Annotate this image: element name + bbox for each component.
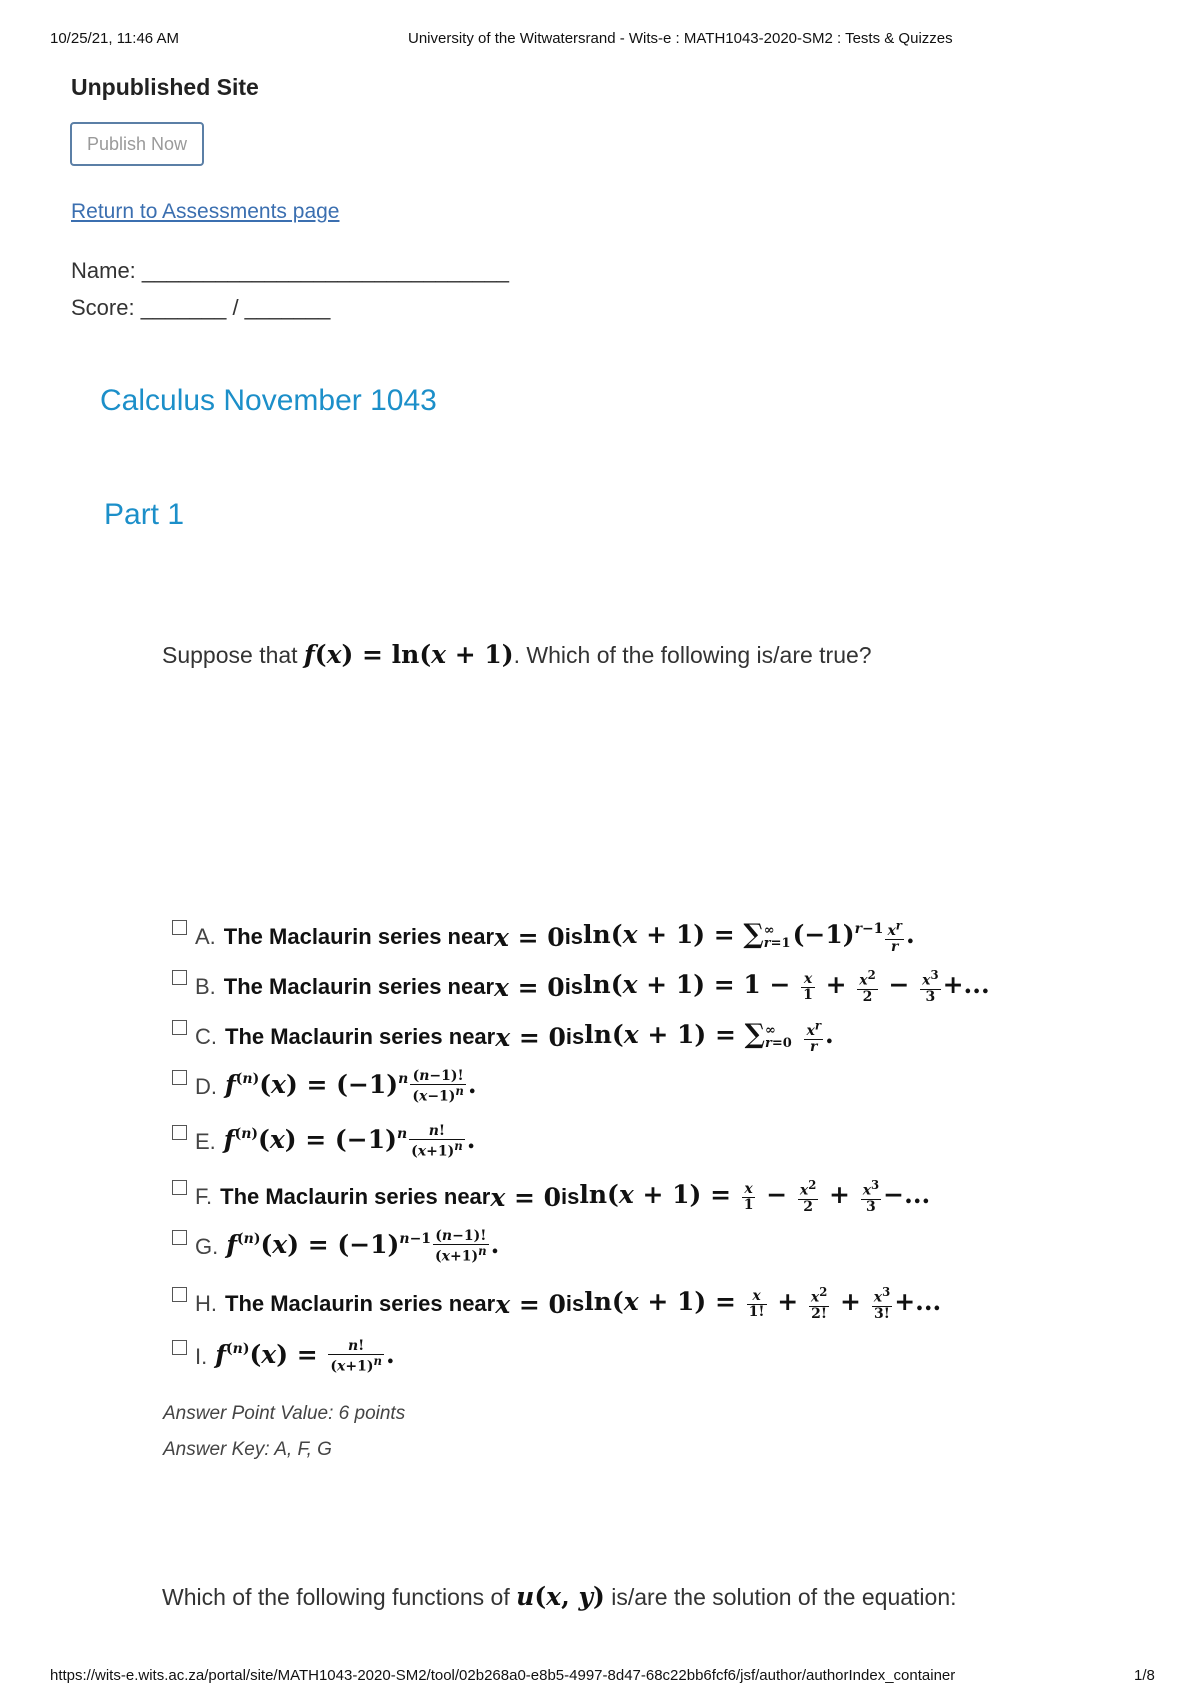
question-1-prompt: Suppose that f(x) = ln(x + 1). Which of the following is/are true? bbox=[162, 640, 872, 669]
score-line: Score: _______ / _______ bbox=[71, 295, 331, 320]
option-c[interactable]: C. The Maclaurin series near x = 0 is ln(x + 1) = ∑ ∞ r=0 $\frac{x^r}{r}$ . bbox=[172, 1015, 834, 1059]
assessment-title: Calculus November 1043 bbox=[100, 384, 437, 417]
option-g-letter: G. bbox=[195, 1234, 219, 1259]
answer-key: Answer Key: A, F, G bbox=[163, 1439, 332, 1460]
option-h-checkbox[interactable] bbox=[172, 1287, 187, 1302]
option-c-expression: ln(x + 1) = ∑ ∞ r=0 $\frac{x^r}{r}$ . bbox=[584, 1018, 834, 1055]
q1-prompt-math: f bbox=[303, 640, 315, 669]
option-d-expression: $f^{(n)}(x) = (-1)^n$ $\frac{(n-1)!}{(x-1)^n}$ . bbox=[225, 1068, 477, 1105]
question-2-prompt: Which of the following functions of u(x, y) is/are the solution of the equation: bbox=[162, 1582, 957, 1611]
q2-prompt-before: Which of the following functions of bbox=[162, 1584, 517, 1610]
option-g-expression: $f^{(n)}(x) = (-1)^{n-1}$ $\frac{(n-1)!}{(x+1)^n}$ . bbox=[226, 1228, 500, 1265]
option-f-checkbox[interactable] bbox=[172, 1180, 187, 1195]
option-i-checkbox[interactable] bbox=[172, 1340, 187, 1355]
option-f-expression: ln(x + 1) = $\frac{x}{1}$ − $\frac{x^2}{2}$ + $\frac{x^3}{3}$ −... bbox=[579, 1178, 931, 1215]
option-b-math: x = 0 bbox=[494, 972, 565, 1002]
print-title: University of the Witwatersrand - Wits-e : MATH1043-2020-SM2 : Tests & Quizzes bbox=[408, 30, 953, 47]
option-g-checkbox[interactable] bbox=[172, 1230, 187, 1245]
q1-prompt-after: . Which of the following is/are true? bbox=[513, 642, 872, 668]
option-c-text: The Maclaurin series near bbox=[225, 1024, 496, 1049]
print-date: 10/25/21, 11:46 AM bbox=[50, 30, 179, 47]
option-d-letter: D. bbox=[195, 1074, 217, 1099]
option-e-expression: $f^{(n)}(x) = (-1)^n$ $\frac{n!}{(x+1)^n}$ . bbox=[223, 1123, 476, 1160]
print-url: https://wits-e.wits.ac.za/portal/site/MATH1043-2020-SM2/tool/02b268a0-e8b5-4997-8d47-68c22bb6fcf6/jsf/author/authorIndex_container bbox=[50, 1667, 956, 1684]
q2-prompt-after: is/are the solution of the equation: bbox=[604, 1584, 957, 1610]
q2-prompt-math: u bbox=[516, 1582, 535, 1611]
option-c-checkbox[interactable] bbox=[172, 1020, 187, 1035]
option-h-letter: H. bbox=[195, 1291, 217, 1316]
option-b-checkbox[interactable] bbox=[172, 970, 187, 985]
option-b-letter: B. bbox=[195, 974, 216, 999]
option-i-letter: I. bbox=[195, 1344, 208, 1369]
option-h-math: x = 0 bbox=[495, 1289, 566, 1319]
option-a-text: The Maclaurin series near bbox=[223, 924, 495, 949]
option-e[interactable] bbox=[172, 1120, 475, 1164]
option-c-letter: C. bbox=[195, 1024, 217, 1049]
option-c-math: x = 0 bbox=[495, 1022, 566, 1052]
option-h-text: The Maclaurin series near bbox=[225, 1291, 496, 1316]
page-number: 1/8 bbox=[1134, 1667, 1155, 1684]
option-h[interactable]: H. The Maclaurin series near x = 0 is ln(x + 1) = $\frac{x}{1!}$ + $\frac{x^2}{2!}$ + $\frac{x^3}{3!}$ +... bbox=[172, 1282, 941, 1326]
option-a-expression: ln(x + 1) = ∑ ∞ r=1 $(-1)^{r-1}$ $\frac{x^r}{r}$ . bbox=[583, 918, 915, 955]
option-f-text: The Maclaurin series near bbox=[220, 1184, 491, 1209]
option-a-letter: A. bbox=[195, 924, 216, 949]
option-a[interactable]: A. The Maclaurin series near x = 0 is ln(x + 1) = ∑ ∞ r=1 $(-1)^{r-1}$ $\frac{x^r}{r}$ . bbox=[172, 915, 915, 959]
option-a-checkbox[interactable] bbox=[172, 920, 187, 935]
answer-point-value: Answer Point Value: 6 points bbox=[163, 1403, 406, 1424]
option-d-checkbox[interactable] bbox=[172, 1070, 187, 1085]
q1-prompt-before: Suppose that bbox=[162, 642, 304, 668]
option-b-expression: ln(x + 1) = 1 − $\frac{x}{1}$ + $\frac{x^2}{2}$ − $\frac{x^3}{3}$ +... bbox=[583, 968, 990, 1005]
publish-now-button[interactable]: Publish Now bbox=[70, 122, 204, 166]
option-e-letter: E. bbox=[195, 1129, 216, 1154]
option-b-text: The Maclaurin series near bbox=[223, 974, 495, 999]
option-i-expression: $f^{(n)}(x)$ = $\frac{n!}{(x+1)^n}$ . bbox=[215, 1338, 395, 1375]
option-b[interactable]: B. The Maclaurin series near x = 0 is ln(x + 1) = 1 − $\frac{x}{1}$ + $\frac{x^2}{2}$ − $\frac{x^3}{3}$ +... bbox=[172, 965, 990, 1009]
option-f-math: x = 0 bbox=[490, 1182, 562, 1212]
option-e-checkbox[interactable] bbox=[172, 1125, 187, 1140]
option-f[interactable]: F. The Maclaurin series near x = 0 is ln(x + 1) = $\frac{x}{1}$ − $\frac{x^2}{2}$ + $\frac{x^3}{3}$ −... bbox=[172, 1175, 930, 1219]
option-f-letter: F. bbox=[195, 1184, 213, 1209]
option-i[interactable] bbox=[172, 1335, 395, 1379]
option-g[interactable] bbox=[172, 1225, 499, 1269]
part-title: Part 1 bbox=[104, 498, 185, 531]
option-a-math: x = 0 bbox=[494, 922, 565, 952]
option-h-expression: ln(x + 1) = $\frac{x}{1!}$ + $\frac{x^2}{2!}$ + $\frac{x^3}{3!}$ +... bbox=[584, 1285, 942, 1322]
return-to-assessments-link[interactable]: Return to Assessments page bbox=[71, 200, 340, 223]
option-d[interactable] bbox=[172, 1065, 477, 1109]
name-line: Name: ______________________________ bbox=[71, 258, 509, 283]
site-status-heading: Unpublished Site bbox=[71, 74, 259, 100]
